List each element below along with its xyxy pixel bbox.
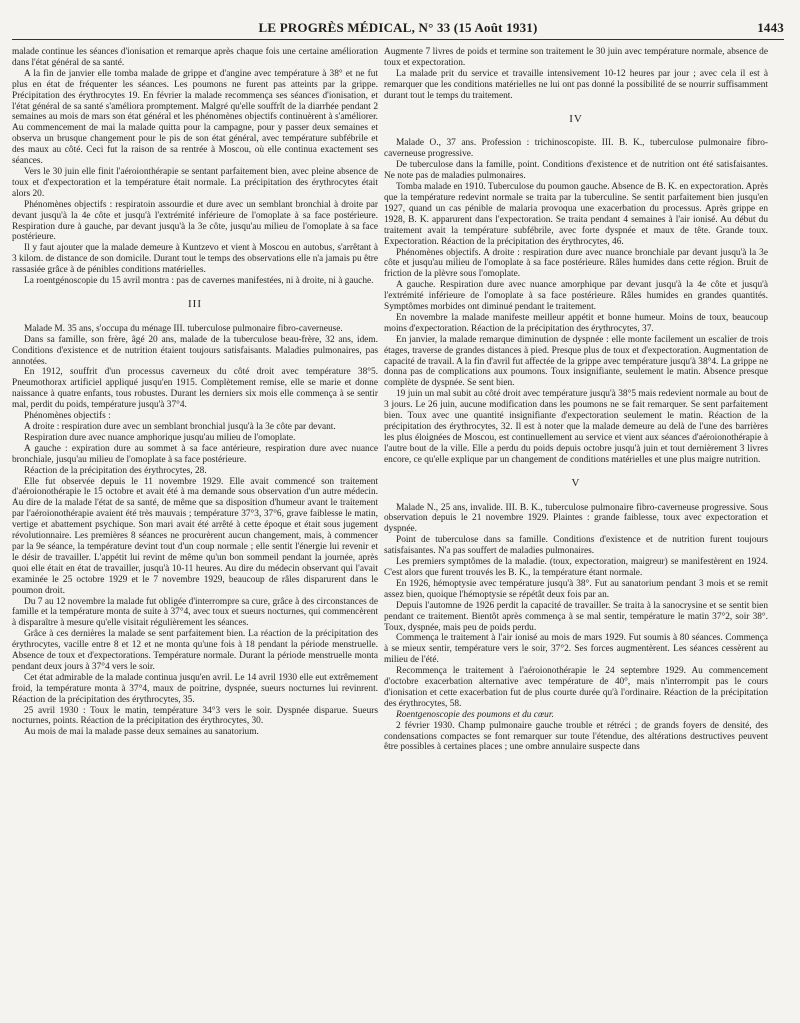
paragraph: Il y faut ajouter que la malade demeure à Kuntzevo et vient à Moscou en autobus, s'arrêtant à 3 kilom. de distance de son domicile. Durant tout le temps des observations elle n'a jamais pu être rassasiée grâce à de pénibles conditions matérielles. [12,243,378,276]
paragraph: Malade O., 37 ans. Profession : trichinoscopiste. III. B. K., tuberculose pulmonaire fibro-caverneuse progressive. [384,138,768,160]
paragraph: Malade N., 25 ans, invalide. III. B. K., tuberculose pulmonaire fibro-caverneuse progressive. Sous observation depuis le 21 novembre 1929. Plaintes : grande faiblesse, toux avec expectoration et dyspnée. [384,502,768,535]
paragraph: Phénomènes objectifs : respiratoin assourdie et dure avec un semblant bronchial à droite par devant jusqu'à la 4e côte et jusqu'à l'extrémité inférieure de l'omoplate à sa face postérieure. Respiration dure à gauche, par devant jusqu'à la 3e côte, jusqu'au milieu de l'omoplate à sa face postérieure. [12,199,378,243]
paragraph: Au mois de mai la malade passe deux semaines au sanatorium. [24,727,259,738]
right-column [384,47,768,1015]
paragraph: 19 juin un mal subit au côté droit avec température jusqu'à 38°5 mais redevient normale au bout de 3 jours. Le 26 juin, aucune modification dans les poumons ne se fait remarquer. Se sent parfaitement bien. Toux avec une quantité insignifiante d'expectoration seulement le matin. Réaction de la précipitation des érythrocytes, 32. Il est à noter que la malade demeure au delà de l'une des barrières les plus éloignées de Moscou, est continuellement au service et vient aux séances d'aéroionothérapie à l'autre bout de la ville. Elle a perdu du poids depuis octobre jusqu'à juin et tout dernièrement 3 livres encore, ce qu'elle explique par un changement de conditions matérielles et une plus maigre nutrition. [384,389,768,465]
section-heading: V [571,476,581,489]
paragraph: Respiration dure avec nuance amphorique jusqu'au milieu de l'omoplate. [24,432,296,443]
paragraph: Commença le traitement à l'air ionisé au mois de mars 1929. Fut soumis à 80 séances. Commença à se mieux sentir, température vers le soir, 37°2. Ses forces augmentèrent. Les séances cessèrent au milieu de l'été. [384,633,768,666]
paragraph: Malade M. 35 ans, s'occupa du ménage III. tuberculose pulmonaire fibro-caverneuse. [24,323,343,334]
paragraph: En 1912, souffrit d'un processus caverneux du côté droit avec température 38°5. Pneumothorax artificiel appliqué jusqu'en 1915. Complètement remise, elle se marie et donne naissance à quatre enfants, tous robustes. Durant les derniers six mois elle commença à se sentir mal, perdit du poids, température jusqu'à 37°4. [12,367,378,411]
paragraph: Depuis l'automne de 1926 perdit la capacité de travailler. Se traita à la sanocrysine et se sentit bien pendant ce traitement. Bientôt après commença à se mal sentir, température le matin 37°2, soir 38°. Toux, dyspnée, mais peu de poids perdu. [384,600,768,633]
paragraph: Elle fut observée depuis le 11 novembre 1929. Elle avait commencé son traitement d'aéroionothérapie le 15 octobre et avait été à ma demande sous observation d'un autre médecin. Au dire de la malade l'état de sa santé, de même que sa disposition d'humeur avant le traitement par l'aéroionothérapie avaient été très mauvais ; température 37°3, 37°6, grave faiblesse le matin, vertige et abattement psychique. Son mari avait été arrêté à cette époque et était sous jugement révolutionnaire. Les premières 8 séances ne procurèrent aucun changement, mais, à commencer par la 9e séance, la température devint tout d'un coup normale ; elle sentit l'énergie lui revenir et le désir de travailler. L'appétit lui revint de même qu'un bon sommeil pendant la journée, après quoi elle était en état de travailler, jusqu'à 10-11 heures. Au dire du médecin observant qui l'avait examinée le 25 octobre 1929 et le 7 novembre 1929, beaucoup de râles disparurent dans le poumon droit. [12,476,378,596]
paragraph: Phénomènes objectifs. A droite : respiration dure avec nuance bronchiale par devant jusqu'à la 3e côte et jusqu'au milieu de l'omoplate à sa face postérieure. Râles humides dans cette région. Bruit de friction de la plèvre sous l'omoplate. [384,247,768,280]
paragraph: Dans sa famille, son frère, âgé 20 ans, malade de la tuberculose beau-frère, 32 ans, idem. Conditions d'existence et de nutrition étaient toujours satisfaisants. Maladies pulmonaires, pas annotées. [12,334,378,367]
paragraph: Roentgenoscopie des poumons et du cœur. [396,709,554,720]
left-column [12,47,378,1015]
paragraph: De tuberculose dans la famille, point. Conditions d'existence et de nutrition ont été satisfaisantes. Ne note pas de maladies pulmonaires. [384,160,768,182]
page-header [12,20,784,38]
paragraph: Recommença le traitement à l'aéroionothérapie le 24 septembre 1929. Au commencement d'octobre exacerbation alternative avec température de 40°, mais n'interrompit pas le cours d'ionisation et cette exacerbation fut de plus courte durée qu'à l'ordinaire. Réaction de la précipitation des érythrocytes, 58. [384,666,768,709]
paragraph: En novembre la malade manifeste meilleur appétit et bonne humeur. Moins de toux, beaucoup moins d'expectoration. Réaction de la précipitation des érythrocytes, 37. [384,312,768,334]
paragraph: Phénomènes objectifs : [24,411,111,422]
paragraph: La roentgénoscopie du 15 avril montra : pas de cavernes manifestées, ni à droite, ni à gauche. [24,276,374,287]
section-heading: IV [569,112,583,125]
paragraph: Grâce à ces dernières la malade se sent parfaitement bien. La réaction de la précipitation des érythrocytes, vacille entre 8 et 12 et ne monta qu'une fois à 18 pendant la période menstruelle. Absence de toux et d'expectorations. Température normale. Durant la période menstruelle monta pendant deux jours à 37°4 vers le soir. [12,629,378,672]
paragraph: En janvier, la malade remarque diminution de dyspnée : elle monte facilement un escalier de trois étages, traverse de grandes distances à pied. Presque plus de toux et d'expectoration. Augmentation de capacité de travail. A la fin d'avril fut affectée de la grippe avec température jusqu'à 38°4. La grippe ne donna pas de complications aux poumons. Toux insignifiante, seulement le matin. Absence presque complète de dyspnée. Se sent bien. [384,334,768,389]
paragraph: A gauche : expiration dure au sommet à sa face antérieure, respiration dure avec nuance bronchiale, jusqu'au milieu de l'omoplate à sa face postérieure. [12,443,378,465]
paragraph: A la fin de janvier elle tomba malade de grippe et d'angine avec température à 38° et ne fut plus en état de fréquenter les séances. Les poumons ne furent pas atteints par la grippe. Précipitation des érythrocytes 19. En février la malade recommença ses séances d'ionisation, et l'état général de sa santé s'améliora promptement. Malgré qu'elle souffrît de la diarrhée pendant 2 semaines au mois de mars son état général et les phénomènes objectifs continuèrent à s'améliorer. Au commencement de mai la malade quitta pour la campagne, pour y passer deux semaines et observa un brusque changement pour le pis de son état général, avec température subfébrile et des maux au côté. Ceci fut la raison de sa rentrée à Moscou, où elle continua exactement ses séances. [12,68,378,167]
paragraph: Réaction de la précipitation des érythrocytes, 28. [24,465,207,476]
paragraph: malade continue les séances d'ionisation et remarque après chaque fois une certaine amélioration dans l'état général de sa santé. [12,47,378,68]
paragraph: Les premiers symptômes de la maladie. (toux, expectoration, maigreur) se manifestèrent en 1924. C'est alors que furent trouvés les B. K., la température étant normale. [384,557,768,578]
paragraph: Cet état admirable de la malade continua jusqu'en avril. Le 14 avril 1930 elle eut extrêmement froid, la température monta à 37°4, maux de poitrine, dyspnée, sueurs nocturnes lui revinrent. Réaction de la précipitation des érythrocytes, 35. [12,672,378,705]
header-rule [12,39,784,40]
paragraph: Du 7 au 12 novembre la malade fut obligée d'interrompre sa cure, grâce à des circonstances de famille et la température monta de suite à 37°4, avec toux et sueurs nocturnes, qui commencèrent à disparaître à mesure qu'elle visitait régulièrement les séances. [12,596,378,629]
paragraph: 2 février 1930. Champ pulmonaire gauche trouble et rétréci ; de grands foyers de densité, des condensations compactes se font remarquer sur toute l'étendue, des altérations destructives peuvent être possibles à certaines places ; une ombre annulaire suspecte dans [384,720,768,753]
paragraph: Vers le 30 juin elle finit l'aéroionthérapie se sentant parfaitement bien, avec pleine absence de toux et d'expectoration et la température était normale. La précipitation des érythrocytes était alors 20. [12,166,378,199]
section-heading: III [188,297,202,310]
paragraph: 25 avril 1930 : Toux le matin, température 34°3 vers le soir. Dyspnée disparue. Sueurs nocturnes, points. Réaction de la précipitation des érythrocytes, 30. [12,705,378,727]
paragraph: A gauche. Respiration dure avec nuance amorphique par devant jusqu'à la 4e côte et jusqu'à l'extrémité inférieure de l'omoplate à sa face postérieure. Râles humides en grandes quantités. Symptômes morbides ont diminué pendant le traitement. [384,280,768,313]
paragraph: La malade prit du service et travaille intensivement 10-12 heures par jour ; avec cela il est à remarquer que les conditions matérielles ne lui ont pas donné la possibilité de se nourrir suffisamment durant tout le temps du traitement. [384,68,768,101]
paragraph: Augmente 7 livres de poids et termine son traitement le 30 juin avec température normale, absence de toux et expectoration. [384,47,768,68]
paragraph: Point de tuberculose dans sa famille. Conditions d'existence et de nutrition furent toujours satisfaisantes. N'a pas souffert de maladies pulmonaires. [384,535,768,557]
running-title: LE PROGRÈS MÉDICAL, N° 33 (15 Août 1931) [258,20,538,35]
page-number: 1443 [757,20,784,35]
paragraph: En 1926, hémoptysie avec température jusqu'à 38°. Fut au sanatorium pendant 3 mois et se remit assez bien, quoique l'hémoptysie se répétât deux fois par an. [384,578,768,600]
paragraph: A droite : respiration dure avec un semblant bronchial jusqu'à la 3e côte par devant. [24,422,336,432]
paragraph: Tomba malade en 1910. Tuberculose du poumon gauche. Absence de B. K. en expectoration. Après que la température redevint normale se traita par la tuberculine. Se sentit parfaitement bien jusqu'en 1927, quand un cas pénible de malaria provoqua une exacerbation du processus. Après grippe en 1928, B. K. apparurent dans l'expectoration. Se traita pendant 4 semaines à l'air ionisé. Au début du traitement avait la température subfébrile, avec forte dyspnée et maux de tête. Grande toux. Expectoration. Réaction de la précipitation des érythrocytes, 46. [384,182,768,247]
